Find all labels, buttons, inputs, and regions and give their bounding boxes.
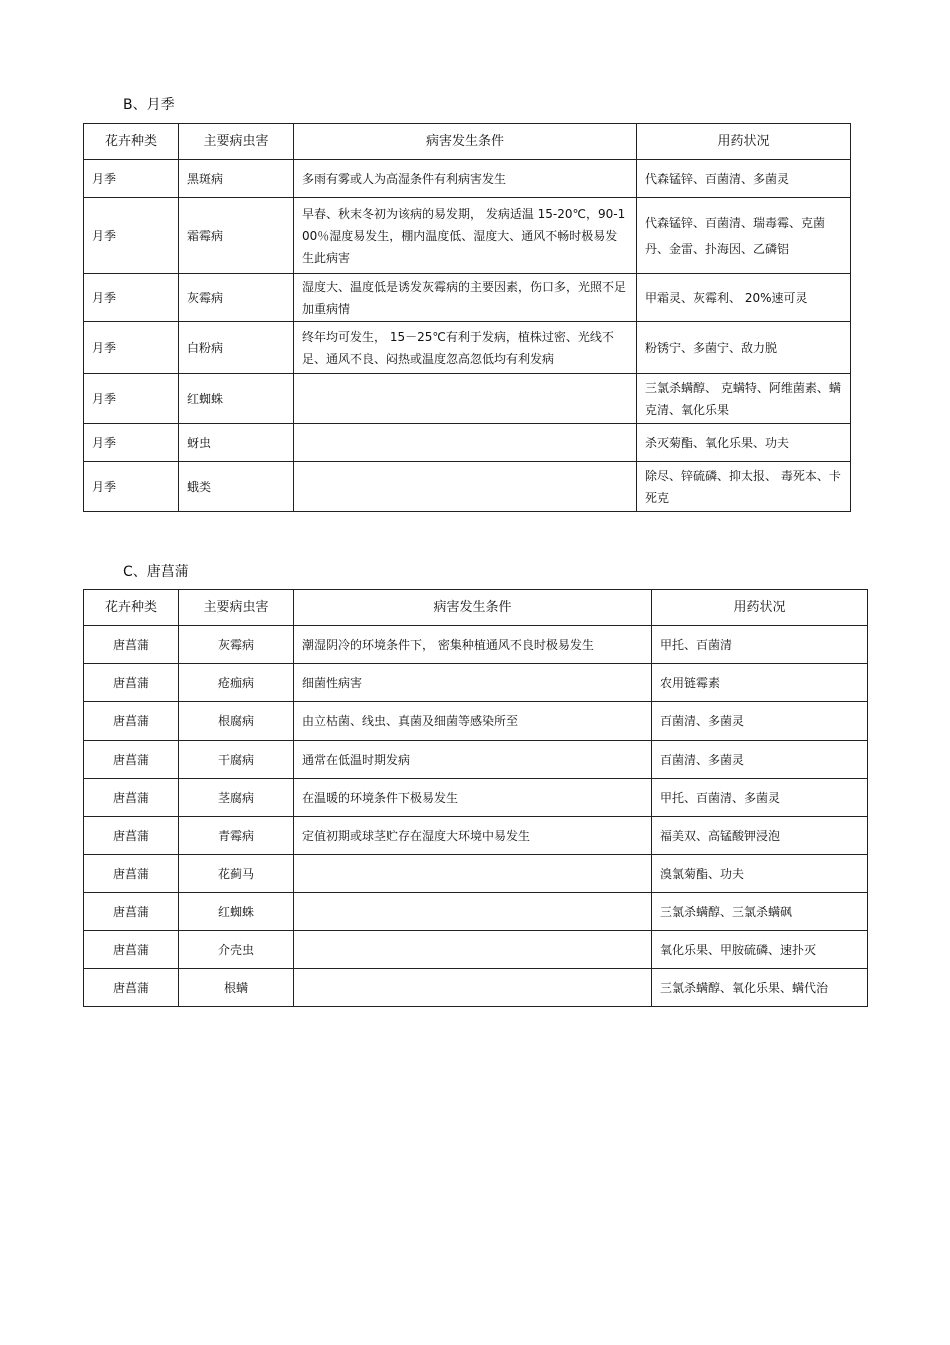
cell-pest: 青霉病 bbox=[179, 817, 294, 855]
cell-flower: 月季 bbox=[84, 424, 179, 462]
cell-flower: 月季 bbox=[84, 374, 179, 424]
cell-condition bbox=[294, 969, 652, 1007]
table-header-row bbox=[84, 590, 868, 626]
cell-pest: 霜霉病 bbox=[179, 198, 294, 274]
section-b-title: B、月季 bbox=[123, 97, 175, 113]
cell-pest: 灰霉病 bbox=[179, 626, 294, 664]
cell-medication: 甲托、百菌清 bbox=[652, 626, 868, 664]
cell-medication: 甲霜灵、灰霉利、 20%速可灵 bbox=[637, 274, 851, 322]
cell-flower: 唐菖蒲 bbox=[84, 855, 179, 893]
cell-pest: 根腐病 bbox=[179, 702, 294, 741]
cell-flower: 月季 bbox=[84, 160, 179, 198]
table-row bbox=[84, 893, 868, 931]
cell-condition: 细菌性病害 bbox=[294, 664, 652, 702]
cell-pest: 灰霉病 bbox=[179, 274, 294, 322]
cell-pest: 介壳虫 bbox=[179, 931, 294, 969]
cell-medication: 农用链霉素 bbox=[652, 664, 868, 702]
cell-pest: 疮痂病 bbox=[179, 664, 294, 702]
header-flower-type: 花卉种类 bbox=[84, 590, 179, 626]
cell-medication: 除尽、锌硫磷、抑太报、 毒死本、卡死克 bbox=[637, 462, 851, 512]
header-flower-type: 花卉种类 bbox=[84, 124, 179, 160]
cell-condition bbox=[294, 931, 652, 969]
cell-pest: 黑斑病 bbox=[179, 160, 294, 198]
cell-flower: 唐菖蒲 bbox=[84, 741, 179, 779]
cell-medication: 溴氯菊酯、功夫 bbox=[652, 855, 868, 893]
cell-condition bbox=[294, 855, 652, 893]
table-row bbox=[84, 424, 851, 462]
header-main-pest: 主要病虫害 bbox=[179, 590, 294, 626]
cell-pest: 花蓟马 bbox=[179, 855, 294, 893]
cell-pest: 白粉病 bbox=[179, 322, 294, 374]
cell-pest: 蚜虫 bbox=[179, 424, 294, 462]
cell-flower: 唐菖蒲 bbox=[84, 817, 179, 855]
table-row bbox=[84, 931, 868, 969]
header-medication: 用药状况 bbox=[652, 590, 868, 626]
cell-medication: 粉锈宁、多菌宁、敌力脱 bbox=[637, 322, 851, 374]
cell-flower: 唐菖蒲 bbox=[84, 664, 179, 702]
cell-flower: 月季 bbox=[84, 274, 179, 322]
table-row bbox=[84, 664, 868, 702]
table-header-row bbox=[84, 124, 851, 160]
cell-medication: 百菌清、多菌灵 bbox=[652, 702, 868, 741]
cell-medication: 甲托、百菌清、多菌灵 bbox=[652, 779, 868, 817]
cell-condition: 定值初期或球茎贮存在湿度大环境中易发生 bbox=[294, 817, 652, 855]
table-row bbox=[84, 198, 851, 274]
cell-condition: 湿度大、温度低是诱发灰霉病的主要因素，伤口多，光照不足加重病情 bbox=[294, 274, 637, 322]
cell-condition: 潮湿阴冷的环境条件下， 密集种植通风不良时极易发生 bbox=[294, 626, 652, 664]
cell-flower: 月季 bbox=[84, 322, 179, 374]
cell-flower: 月季 bbox=[84, 462, 179, 512]
cell-medication: 三氯杀螨醇、 克螨特、阿维菌素、螨克清、氧化乐果 bbox=[637, 374, 851, 424]
section-c-title: C、唐菖蒲 bbox=[123, 564, 189, 580]
cell-pest: 红蜘蛛 bbox=[179, 374, 294, 424]
cell-pest: 根螨 bbox=[179, 969, 294, 1007]
header-disease-conditions: 病害发生条件 bbox=[294, 590, 652, 626]
table-row bbox=[84, 741, 868, 779]
rose-pest-table bbox=[83, 123, 851, 512]
cell-medication: 代森锰锌、百菌清、瑞毒霉、克菌丹、金雷、扑海因、乙磷铝 bbox=[637, 198, 851, 274]
cell-medication: 氧化乐果、甲胺硫磷、速扑灭 bbox=[652, 931, 868, 969]
header-disease-conditions: 病害发生条件 bbox=[294, 124, 637, 160]
gladiolus-pest-table bbox=[83, 589, 868, 1007]
table-row bbox=[84, 702, 868, 741]
cell-condition: 多雨有雾或人为高湿条件有利病害发生 bbox=[294, 160, 637, 198]
table-row bbox=[84, 462, 851, 512]
cell-flower: 唐菖蒲 bbox=[84, 893, 179, 931]
header-medication: 用药状况 bbox=[637, 124, 851, 160]
table-row bbox=[84, 374, 851, 424]
cell-medication: 三氯杀螨醇、三氯杀螨砜 bbox=[652, 893, 868, 931]
cell-condition: 通常在低温时期发病 bbox=[294, 741, 652, 779]
table-row bbox=[84, 274, 851, 322]
cell-pest: 红蜘蛛 bbox=[179, 893, 294, 931]
cell-pest: 茎腐病 bbox=[179, 779, 294, 817]
table-row bbox=[84, 779, 868, 817]
cell-condition bbox=[294, 462, 637, 512]
table-row bbox=[84, 160, 851, 198]
cell-condition: 终年均可发生， 15－25℃有利于发病，植株过密、光线不足、通风不良、闷热或温度忽高忽低均有利发病 bbox=[294, 322, 637, 374]
cell-condition: 由立枯菌、线虫、真菌及细菌等感染所至 bbox=[294, 702, 652, 741]
cell-condition bbox=[294, 374, 637, 424]
table-row bbox=[84, 969, 868, 1007]
table-row bbox=[84, 322, 851, 374]
cell-condition: 早春、秋末冬初为该病的易发期， 发病适温 15-20℃，90-100％湿度易发生，棚内温度低、湿度大、通风不畅时极易发生此病害 bbox=[294, 198, 637, 274]
cell-flower: 唐菖蒲 bbox=[84, 626, 179, 664]
cell-flower: 唐菖蒲 bbox=[84, 931, 179, 969]
cell-medication: 杀灭菊酯、氧化乐果、功夫 bbox=[637, 424, 851, 462]
cell-flower: 唐菖蒲 bbox=[84, 702, 179, 741]
cell-pest: 干腐病 bbox=[179, 741, 294, 779]
cell-medication: 代森锰锌、百菌清、多菌灵 bbox=[637, 160, 851, 198]
table-row bbox=[84, 855, 868, 893]
cell-condition bbox=[294, 424, 637, 462]
cell-flower: 唐菖蒲 bbox=[84, 969, 179, 1007]
cell-flower: 唐菖蒲 bbox=[84, 779, 179, 817]
cell-condition bbox=[294, 893, 652, 931]
table-row bbox=[84, 626, 868, 664]
header-main-pest: 主要病虫害 bbox=[179, 124, 294, 160]
cell-medication: 福美双、高锰酸钾浸泡 bbox=[652, 817, 868, 855]
cell-medication: 百菌清、多菌灵 bbox=[652, 741, 868, 779]
cell-flower: 月季 bbox=[84, 198, 179, 274]
table-row bbox=[84, 817, 868, 855]
cell-medication: 三氯杀螨醇、氧化乐果、螨代治 bbox=[652, 969, 868, 1007]
cell-condition: 在温暖的环境条件下极易发生 bbox=[294, 779, 652, 817]
cell-pest: 蛾类 bbox=[179, 462, 294, 512]
